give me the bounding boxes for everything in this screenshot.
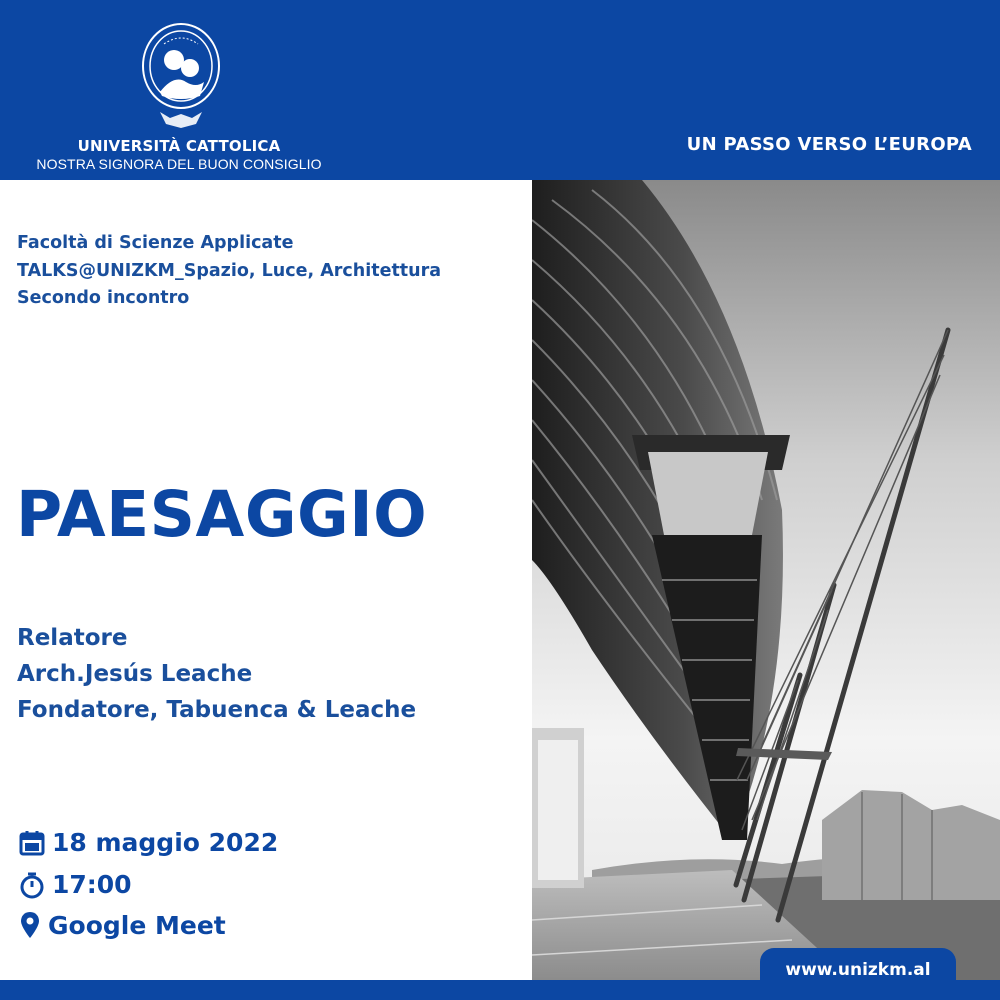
faculty-name: Facoltà di Scienze Applicate: [17, 233, 294, 253]
speaker-role: Relatore: [17, 625, 128, 651]
speaker-affiliation: Fondatore, Tabuenca & Leache: [17, 697, 417, 723]
event-title: PAESAGGIO: [16, 478, 428, 551]
website-link[interactable]: www.unizkm.al: [760, 948, 956, 992]
map-pin-icon: [18, 910, 42, 940]
stopwatch-icon: [18, 871, 46, 899]
speaker-name: Arch.Jesús Leache: [17, 661, 253, 687]
architecture-photo: [532, 180, 1000, 980]
calendar-icon: [18, 829, 46, 857]
event-date: 18 maggio 2022: [52, 828, 279, 857]
university-name: UNIVERSITÀ CATTOLICA: [77, 137, 281, 155]
event-location: Google Meet: [48, 910, 226, 940]
speaker-block: [17, 620, 416, 728]
motto: UN PASSO VERSO L’EUROPA: [686, 134, 972, 155]
talk-series: TALKS@UNIZKM_Spazio, Luce, Architettura: [17, 260, 442, 281]
event-location-row: [18, 910, 226, 940]
university-seal-logo: [138, 22, 224, 134]
event-date-row: [18, 828, 278, 857]
header-band: [0, 0, 1000, 180]
university-subtitle: NOSTRA SIGNORA DEL BUON CONSIGLIO: [36, 156, 322, 172]
event-time-row: [18, 870, 132, 899]
meeting-number: Secondo incontro: [17, 288, 190, 308]
event-intro: [17, 230, 441, 313]
event-time: 17:00: [52, 870, 132, 899]
